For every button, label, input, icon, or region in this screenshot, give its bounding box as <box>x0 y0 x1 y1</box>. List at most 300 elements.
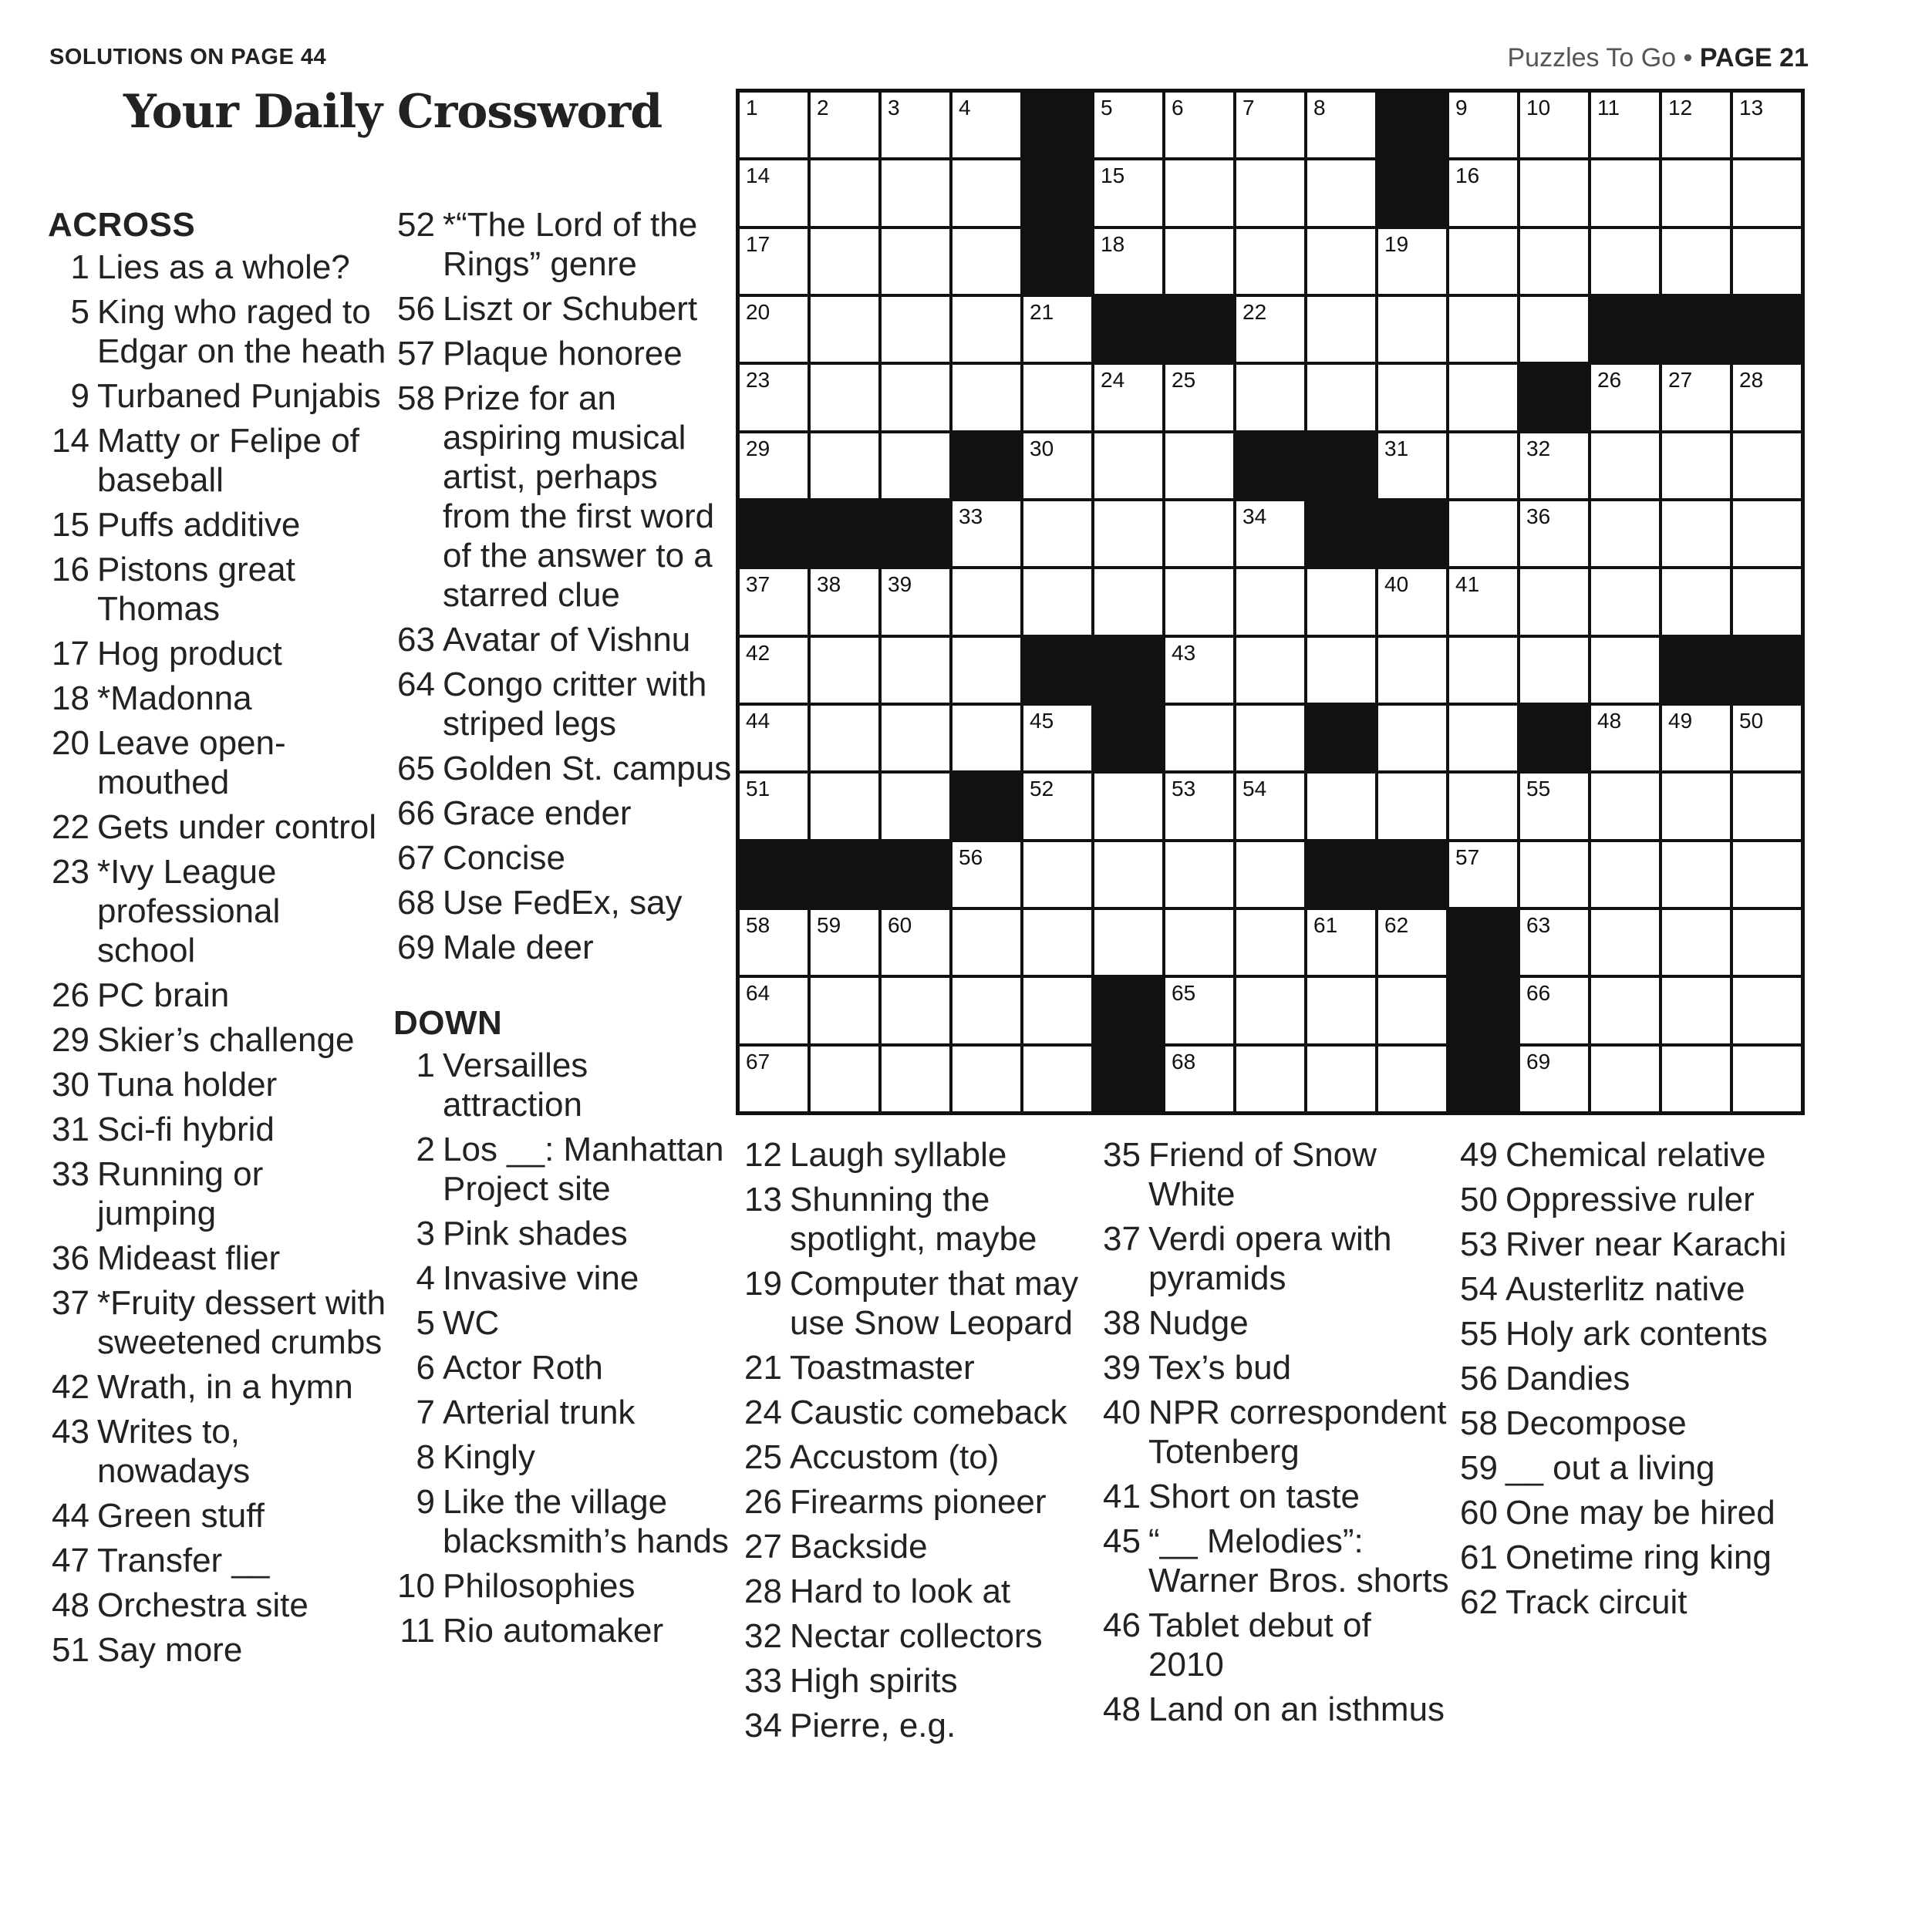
clue-item <box>393 334 733 373</box>
grid-cell[interactable] <box>1591 160 1659 225</box>
grid-cell[interactable] <box>1094 910 1162 975</box>
grid-cell[interactable] <box>1520 978 1588 1043</box>
clue-item <box>48 976 387 1015</box>
grid-cell[interactable] <box>1023 910 1091 975</box>
grid-cell[interactable] <box>811 638 878 703</box>
grid-cell[interactable] <box>882 774 949 838</box>
grid-cell[interactable] <box>1520 569 1588 634</box>
grid-cell[interactable] <box>1236 978 1304 1043</box>
grid-cell[interactable] <box>1449 297 1517 362</box>
cell-number: 4 <box>959 96 971 120</box>
grid-cell[interactable] <box>953 501 1020 566</box>
grid-cell[interactable] <box>1023 433 1091 498</box>
clue-item <box>1099 1348 1454 1387</box>
cell-number: 27 <box>1668 368 1693 393</box>
cell-number: 23 <box>746 368 770 393</box>
grid-cell[interactable] <box>1662 433 1730 498</box>
grid-cell[interactable] <box>1733 433 1801 498</box>
clue-number: 57 <box>397 335 435 372</box>
across-clues-column-2 <box>393 205 733 1656</box>
cell-number: 36 <box>1526 504 1551 528</box>
grid-cell[interactable] <box>882 910 949 975</box>
grid-cell[interactable] <box>882 229 949 294</box>
grid-cell[interactable] <box>953 365 1020 430</box>
black-square <box>1236 433 1304 498</box>
clue-text: Accustom (to) <box>790 1438 1000 1476</box>
clue-number: 13 <box>744 1181 782 1218</box>
grid-cell[interactable] <box>1733 229 1801 294</box>
clue-number: 43 <box>52 1413 89 1451</box>
clue-number: 25 <box>744 1438 782 1476</box>
grid-cell[interactable] <box>1662 501 1730 566</box>
grid-cell[interactable] <box>953 569 1020 634</box>
grid-cell[interactable] <box>1591 638 1659 703</box>
grid-cell[interactable] <box>1165 978 1233 1043</box>
grid-cell[interactable] <box>882 160 949 225</box>
clue-item <box>740 1527 1095 1566</box>
grid-cell[interactable] <box>1662 569 1730 634</box>
clue-item <box>48 505 387 544</box>
clue-number: 69 <box>397 929 435 966</box>
grid-cell[interactable] <box>1307 229 1375 294</box>
clue-text: Liszt or Schubert <box>443 290 698 328</box>
cell-number: 41 <box>1455 572 1480 597</box>
clue-item <box>1099 1522 1454 1600</box>
grid-cell[interactable] <box>811 706 878 770</box>
grid-cell[interactable] <box>1591 842 1659 907</box>
grid-cell[interactable] <box>1378 365 1446 430</box>
clue-text: Male deer <box>443 929 594 966</box>
grid-cell[interactable] <box>1307 910 1375 975</box>
cell-number: 12 <box>1668 96 1693 120</box>
grid-cell[interactable] <box>1378 229 1446 294</box>
grid-cell[interactable] <box>1733 1047 1801 1111</box>
grid-cell[interactable] <box>1520 1047 1588 1111</box>
grid-cell[interactable] <box>1236 229 1304 294</box>
clue-number: 1 <box>416 1047 435 1084</box>
grid-cell[interactable] <box>1378 774 1446 838</box>
grid-cell[interactable] <box>811 229 878 294</box>
grid-cell[interactable] <box>1591 774 1659 838</box>
grid-cell[interactable] <box>1023 501 1091 566</box>
grid-cell[interactable] <box>740 1047 808 1111</box>
grid-cell[interactable] <box>811 910 878 975</box>
grid-cell[interactable] <box>1023 1047 1091 1111</box>
grid-cell[interactable] <box>1449 842 1517 907</box>
grid-cell[interactable] <box>882 638 949 703</box>
grid-cell[interactable] <box>811 297 878 362</box>
clue-text: Tablet debut of 2010 <box>1148 1606 1371 1684</box>
clue-number: 59 <box>1460 1449 1498 1487</box>
grid-cell[interactable] <box>1449 706 1517 770</box>
clue-number: 34 <box>744 1707 782 1744</box>
grid-cell[interactable] <box>1662 706 1730 770</box>
grid-cell[interactable] <box>1307 93 1375 157</box>
grid-cell[interactable] <box>811 160 878 225</box>
black-square <box>1520 365 1588 430</box>
clue-number: 5 <box>416 1304 435 1342</box>
grid-cell[interactable] <box>740 229 808 294</box>
grid-cell[interactable] <box>740 93 808 157</box>
grid-cell[interactable] <box>1236 638 1304 703</box>
grid-cell[interactable] <box>1520 638 1588 703</box>
grid-cell[interactable] <box>811 433 878 498</box>
grid-cell[interactable] <box>1520 93 1588 157</box>
grid-cell[interactable] <box>811 93 878 157</box>
black-square <box>1378 842 1446 907</box>
grid-cell[interactable] <box>1520 774 1588 838</box>
clue-item <box>1456 1583 1819 1622</box>
grid-cell[interactable] <box>1378 569 1446 634</box>
black-square <box>1023 638 1091 703</box>
grid-cell[interactable] <box>1307 978 1375 1043</box>
grid-cell[interactable] <box>811 365 878 430</box>
clue-item <box>48 1496 387 1535</box>
grid-cell[interactable] <box>1733 569 1801 634</box>
grid-cell[interactable] <box>1449 501 1517 566</box>
grid-cell[interactable] <box>882 978 949 1043</box>
grid-cell[interactable] <box>1307 638 1375 703</box>
grid-cell[interactable] <box>1236 365 1304 430</box>
clue-text: Avatar of Vishnu <box>443 621 691 659</box>
grid-cell[interactable] <box>740 365 808 430</box>
grid-cell[interactable] <box>1165 501 1233 566</box>
grid-cell[interactable] <box>1662 910 1730 975</box>
clue-item <box>48 634 387 673</box>
grid-cell[interactable] <box>1662 774 1730 838</box>
grid-cell[interactable] <box>1591 910 1659 975</box>
grid-cell[interactable] <box>1662 842 1730 907</box>
grid-cell[interactable] <box>1094 774 1162 838</box>
grid-cell[interactable] <box>1023 842 1091 907</box>
cell-number: 45 <box>1030 709 1054 733</box>
clue-item <box>1099 1393 1454 1471</box>
clue-item <box>740 1393 1095 1432</box>
grid-cell[interactable] <box>1733 706 1801 770</box>
clue-number: 33 <box>744 1662 782 1700</box>
black-square <box>882 842 949 907</box>
clue-number: 24 <box>744 1394 782 1431</box>
grid-cell[interactable] <box>1662 978 1730 1043</box>
grid-cell[interactable] <box>1591 569 1659 634</box>
grid-cell[interactable] <box>1307 569 1375 634</box>
grid-cell[interactable] <box>1662 229 1730 294</box>
across-clues-column-1 <box>48 205 387 1675</box>
grid-cell[interactable] <box>1378 706 1446 770</box>
clue-number: 7 <box>416 1394 435 1431</box>
grid-cell[interactable] <box>1591 365 1659 430</box>
clue-number: 31 <box>52 1111 89 1148</box>
grid-cell[interactable] <box>882 569 949 634</box>
grid-cell[interactable] <box>1520 842 1588 907</box>
grid-cell[interactable] <box>1165 433 1233 498</box>
grid-cell[interactable] <box>1662 160 1730 225</box>
clue-number: 5 <box>70 293 89 331</box>
clue-number: 47 <box>52 1542 89 1579</box>
clue-item <box>1456 1135 1819 1175</box>
grid-cell[interactable] <box>1023 365 1091 430</box>
grid-cell[interactable] <box>953 229 1020 294</box>
grid-cell[interactable] <box>953 910 1020 975</box>
page-number: PAGE 21 <box>1699 43 1809 72</box>
clue-item <box>1456 1493 1819 1532</box>
grid-cell[interactable] <box>1520 160 1588 225</box>
grid-cell[interactable] <box>811 569 878 634</box>
grid-cell[interactable] <box>1094 160 1162 225</box>
clue-item <box>393 838 733 878</box>
cell-number: 7 <box>1242 96 1255 120</box>
grid-cell[interactable] <box>1378 910 1446 975</box>
grid-cell[interactable] <box>1733 842 1801 907</box>
grid-cell[interactable] <box>953 842 1020 907</box>
grid-cell[interactable] <box>1449 93 1517 157</box>
black-square <box>1733 638 1801 703</box>
grid-cell[interactable] <box>740 160 808 225</box>
clue-item <box>48 1630 387 1670</box>
grid-cell[interactable] <box>1733 501 1801 566</box>
grid-cell[interactable] <box>1662 365 1730 430</box>
grid-cell[interactable] <box>811 1047 878 1111</box>
grid-cell[interactable] <box>1591 501 1659 566</box>
grid-cell[interactable] <box>1236 774 1304 838</box>
cell-number: 30 <box>1030 436 1054 460</box>
clue-number: 29 <box>52 1021 89 1059</box>
grid-cell[interactable] <box>1520 297 1588 362</box>
clue-text: Skier’s challenge <box>97 1021 355 1059</box>
grid-cell[interactable] <box>1236 842 1304 907</box>
black-square <box>953 774 1020 838</box>
clue-text: Caustic comeback <box>790 1394 1067 1431</box>
grid-cell[interactable] <box>1165 569 1233 634</box>
clue-text: Hard to look at <box>790 1572 1011 1610</box>
grid-cell[interactable] <box>953 638 1020 703</box>
grid-cell[interactable] <box>1733 910 1801 975</box>
grid-cell[interactable] <box>1733 978 1801 1043</box>
clue-item <box>1099 1606 1454 1684</box>
grid-cell[interactable] <box>1165 93 1233 157</box>
cell-number: 61 <box>1313 913 1338 937</box>
clue-item <box>1099 1477 1454 1516</box>
grid-cell[interactable] <box>1449 365 1517 430</box>
black-square <box>811 842 878 907</box>
grid-cell[interactable] <box>1094 365 1162 430</box>
grid-cell[interactable] <box>1094 433 1162 498</box>
grid-cell[interactable] <box>1449 229 1517 294</box>
clue-item <box>393 1393 733 1432</box>
grid-cell[interactable] <box>1023 774 1091 838</box>
grid-cell[interactable] <box>953 297 1020 362</box>
grid-cell[interactable] <box>882 706 949 770</box>
cell-number: 25 <box>1172 368 1196 393</box>
grid-cell[interactable] <box>1094 842 1162 907</box>
clue-text: Invasive vine <box>443 1259 639 1297</box>
grid-cell[interactable] <box>1236 93 1304 157</box>
clue-text: Rio automaker <box>443 1612 664 1650</box>
grid-cell[interactable] <box>882 1047 949 1111</box>
clue-text: Matty or Felipe of baseball <box>97 422 359 499</box>
grid-cell[interactable] <box>1094 569 1162 634</box>
grid-cell[interactable] <box>1165 229 1233 294</box>
grid-cell[interactable] <box>1591 93 1659 157</box>
grid-cell[interactable] <box>1165 910 1233 975</box>
grid-cell[interactable] <box>1378 1047 1446 1111</box>
down-heading: DOWN <box>393 1004 503 1042</box>
cell-number: 29 <box>746 436 770 460</box>
clue-number: 4 <box>416 1259 435 1297</box>
grid-cell[interactable] <box>1520 910 1588 975</box>
grid-cell[interactable] <box>1378 978 1446 1043</box>
clue-number: 58 <box>1460 1404 1498 1442</box>
black-square <box>1307 433 1375 498</box>
cell-number: 50 <box>1739 709 1764 733</box>
grid-cell[interactable] <box>740 910 808 975</box>
clue-text: Backside <box>790 1528 928 1566</box>
grid-cell[interactable] <box>1449 638 1517 703</box>
black-square <box>740 842 808 907</box>
grid-cell[interactable] <box>1094 501 1162 566</box>
grid-cell[interactable] <box>1023 569 1091 634</box>
clue-text: Grace ender <box>443 794 632 832</box>
grid-cell[interactable] <box>1307 1047 1375 1111</box>
clue-item <box>393 1566 733 1606</box>
grid-cell[interactable] <box>953 160 1020 225</box>
grid-cell[interactable] <box>1094 229 1162 294</box>
grid-cell[interactable] <box>1094 93 1162 157</box>
grid-cell[interactable] <box>1449 160 1517 225</box>
grid-cell[interactable] <box>1165 638 1233 703</box>
cell-number: 53 <box>1172 777 1196 801</box>
clue-item <box>740 1348 1095 1387</box>
cell-number: 59 <box>817 913 841 937</box>
grid-cell[interactable] <box>1165 160 1233 225</box>
cell-number: 2 <box>817 96 829 120</box>
grid-cell[interactable] <box>882 93 949 157</box>
grid-cell[interactable] <box>1307 297 1375 362</box>
clue-number: 51 <box>52 1631 89 1669</box>
grid-cell[interactable] <box>1236 569 1304 634</box>
grid-cell[interactable] <box>1662 1047 1730 1111</box>
grid-cell[interactable] <box>1236 160 1304 225</box>
clue-item <box>48 1239 387 1278</box>
clue-item <box>48 248 387 287</box>
clue-text: Onetime ring king <box>1505 1539 1772 1576</box>
grid-cell[interactable] <box>1236 1047 1304 1111</box>
grid-cell[interactable] <box>1378 433 1446 498</box>
cell-number: 63 <box>1526 913 1551 937</box>
grid-cell[interactable] <box>882 433 949 498</box>
grid-cell[interactable] <box>1591 433 1659 498</box>
grid-cell[interactable] <box>1307 365 1375 430</box>
clue-number: 66 <box>397 794 435 832</box>
clue-text: __ out a living <box>1505 1449 1715 1487</box>
cell-number: 21 <box>1030 300 1054 324</box>
grid-cell[interactable] <box>1165 365 1233 430</box>
grid-cell[interactable] <box>1733 365 1801 430</box>
clue-item <box>48 1154 387 1233</box>
clue-text: Kingly <box>443 1438 535 1476</box>
cell-number: 57 <box>1455 844 1480 869</box>
clue-number: 22 <box>52 808 89 846</box>
section-spacer <box>393 972 733 1003</box>
clue-number: 37 <box>1103 1220 1141 1258</box>
clue-number: 48 <box>1103 1690 1141 1728</box>
grid-cell[interactable] <box>1307 160 1375 225</box>
grid-cell[interactable] <box>882 365 949 430</box>
grid-cell[interactable] <box>1378 297 1446 362</box>
grid-cell[interactable] <box>1449 774 1517 838</box>
clue-text: Leave open-mouthed <box>97 724 286 801</box>
clue-number: 60 <box>1460 1494 1498 1532</box>
clue-number: 18 <box>52 679 89 717</box>
grid-cell[interactable] <box>1520 433 1588 498</box>
grid-cell[interactable] <box>740 297 808 362</box>
grid-cell[interactable] <box>1520 229 1588 294</box>
grid-cell[interactable] <box>1307 774 1375 838</box>
grid-cell[interactable] <box>1236 501 1304 566</box>
grid-cell[interactable] <box>953 706 1020 770</box>
clue-item <box>393 289 733 329</box>
grid-cell[interactable] <box>1591 706 1659 770</box>
grid-cell[interactable] <box>1591 1047 1659 1111</box>
grid-cell[interactable] <box>1023 706 1091 770</box>
grid-cell[interactable] <box>1236 910 1304 975</box>
grid-cell[interactable] <box>740 978 808 1043</box>
grid-cell[interactable] <box>1378 638 1446 703</box>
grid-cell[interactable] <box>811 978 878 1043</box>
page-title: Your Daily Crossword <box>123 85 663 139</box>
grid-cell[interactable] <box>1591 978 1659 1043</box>
grid-cell[interactable] <box>1236 297 1304 362</box>
clue-text: Dandies <box>1505 1360 1630 1397</box>
header-separator: • <box>1676 43 1700 72</box>
grid-cell[interactable] <box>1165 842 1233 907</box>
grid-cell[interactable] <box>1023 978 1091 1043</box>
cell-number: 48 <box>1597 709 1622 733</box>
grid-cell[interactable] <box>740 706 808 770</box>
grid-cell[interactable] <box>1733 93 1801 157</box>
grid-cell[interactable] <box>1591 229 1659 294</box>
clue-item <box>393 620 733 659</box>
grid-cell[interactable] <box>953 1047 1020 1111</box>
grid-cell[interactable] <box>953 978 1020 1043</box>
grid-cell[interactable] <box>740 569 808 634</box>
grid-cell[interactable] <box>953 93 1020 157</box>
grid-cell[interactable] <box>1662 93 1730 157</box>
black-square <box>1449 978 1517 1043</box>
grid-cell[interactable] <box>1023 297 1091 362</box>
clue-text: Say more <box>97 1631 243 1669</box>
grid-cell[interactable] <box>1165 706 1233 770</box>
grid-cell[interactable] <box>1165 774 1233 838</box>
grid-cell[interactable] <box>740 774 808 838</box>
grid-cell[interactable] <box>740 433 808 498</box>
grid-cell[interactable] <box>740 638 808 703</box>
grid-cell[interactable] <box>1165 1047 1233 1111</box>
black-square <box>1378 93 1446 157</box>
grid-cell[interactable] <box>1236 706 1304 770</box>
grid-cell[interactable] <box>1449 569 1517 634</box>
grid-cell[interactable] <box>882 297 949 362</box>
black-square <box>1307 706 1375 770</box>
grid-cell[interactable] <box>1733 774 1801 838</box>
grid-cell[interactable] <box>1733 160 1801 225</box>
down-clues-column-3 <box>1099 1135 1454 1734</box>
grid-cell[interactable] <box>811 774 878 838</box>
grid-cell[interactable] <box>1449 433 1517 498</box>
grid-cell[interactable] <box>1520 501 1588 566</box>
cell-number: 9 <box>1455 96 1468 120</box>
cell-number: 16 <box>1455 163 1480 188</box>
